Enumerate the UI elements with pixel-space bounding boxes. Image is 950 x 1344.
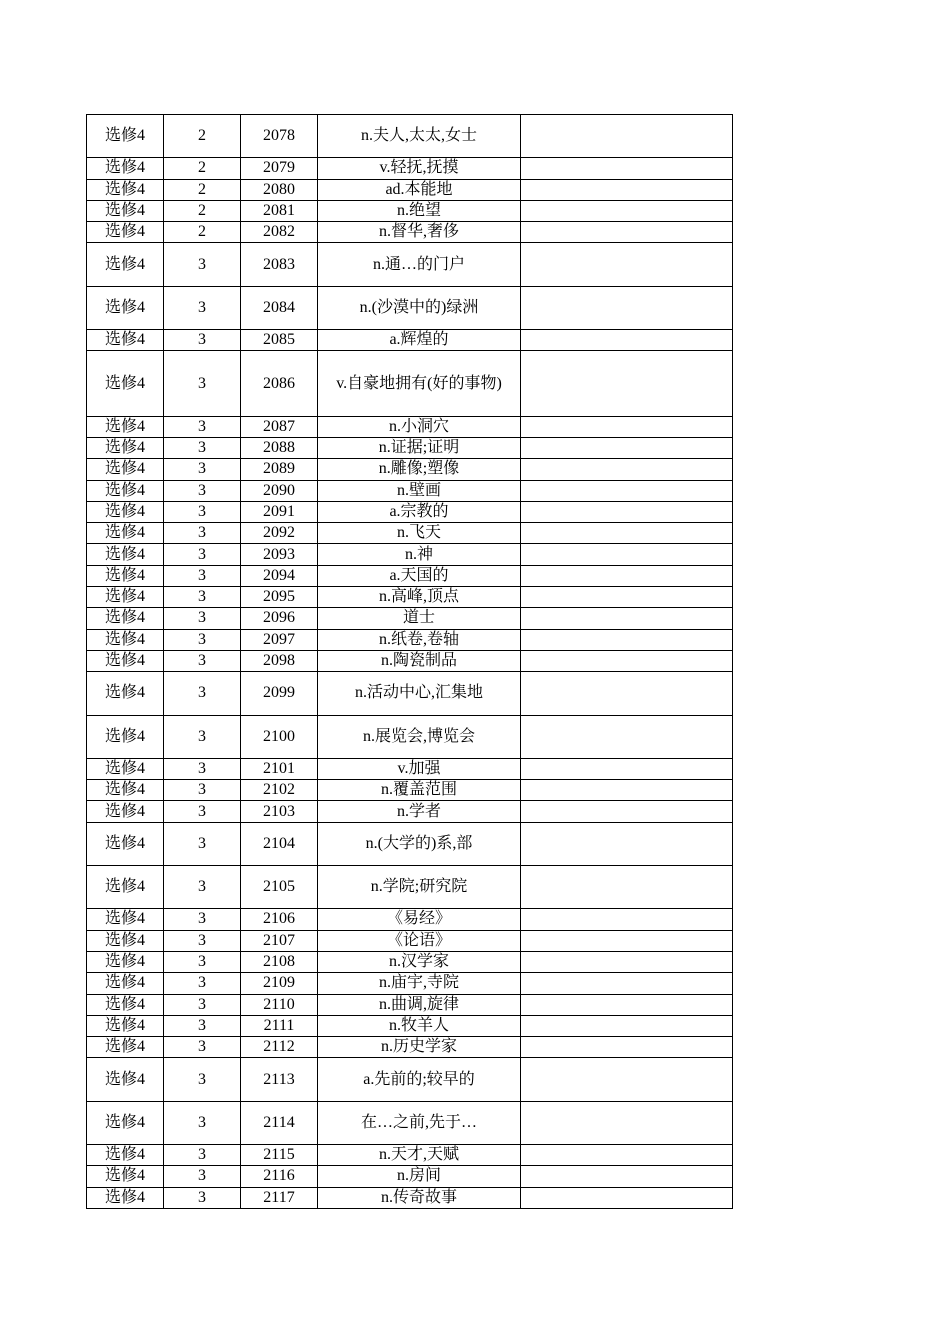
unit-cell: 3 [164, 629, 241, 650]
unit-cell: 3 [164, 1187, 241, 1208]
unit-cell: 3 [164, 1015, 241, 1036]
meaning-cell: n.庙宇,寺院 [318, 973, 521, 994]
module-cell: 选修4 [87, 1101, 164, 1144]
meaning-cell: n.覆盖范围 [318, 780, 521, 801]
meaning-cell: n.历史学家 [318, 1037, 521, 1058]
table-row [87, 243, 733, 286]
unit-cell: 3 [164, 1037, 241, 1058]
meaning-cell: a.辉煌的 [318, 330, 521, 351]
module-cell: 选修4 [87, 351, 164, 416]
table-row [87, 1101, 733, 1144]
blank-cell [521, 351, 733, 416]
word-number-cell: 2114 [241, 1101, 318, 1144]
unit-cell: 3 [164, 544, 241, 565]
meaning-cell: n.房间 [318, 1166, 521, 1187]
blank-cell [521, 115, 733, 158]
table-row [87, 1037, 733, 1058]
blank-cell [521, 565, 733, 586]
word-number-cell: 2086 [241, 351, 318, 416]
blank-cell [521, 780, 733, 801]
unit-cell: 2 [164, 222, 241, 243]
table-row [87, 951, 733, 972]
meaning-cell: n.(大学的)系,部 [318, 822, 521, 865]
unit-cell: 3 [164, 951, 241, 972]
table-row [87, 523, 733, 544]
unit-cell: 3 [164, 822, 241, 865]
blank-cell [521, 629, 733, 650]
word-number-cell: 2100 [241, 715, 318, 758]
vocabulary-table [86, 114, 733, 1209]
blank-cell [521, 1058, 733, 1101]
meaning-cell: v.加强 [318, 758, 521, 779]
meaning-cell: n.通…的门户 [318, 243, 521, 286]
blank-cell [521, 544, 733, 565]
word-number-cell: 2115 [241, 1144, 318, 1165]
word-number-cell: 2078 [241, 115, 318, 158]
meaning-cell: n.展览会,博览会 [318, 715, 521, 758]
unit-cell: 2 [164, 115, 241, 158]
unit-cell: 3 [164, 909, 241, 930]
word-number-cell: 2110 [241, 994, 318, 1015]
table-row [87, 330, 733, 351]
meaning-cell: n.曲调,旋律 [318, 994, 521, 1015]
module-cell: 选修4 [87, 672, 164, 715]
word-number-cell: 2095 [241, 587, 318, 608]
blank-cell [521, 158, 733, 179]
blank-cell [521, 416, 733, 437]
blank-cell [521, 951, 733, 972]
blank-cell [521, 672, 733, 715]
table-row [87, 994, 733, 1015]
table-row [87, 629, 733, 650]
table-row [87, 200, 733, 221]
unit-cell: 3 [164, 587, 241, 608]
unit-cell: 3 [164, 758, 241, 779]
word-number-cell: 2090 [241, 480, 318, 501]
unit-cell: 2 [164, 200, 241, 221]
table-row [87, 715, 733, 758]
meaning-cell: n.证据;证明 [318, 437, 521, 458]
module-cell: 选修4 [87, 158, 164, 179]
word-number-cell: 2099 [241, 672, 318, 715]
blank-cell [521, 480, 733, 501]
blank-cell [521, 1101, 733, 1144]
word-number-cell: 2085 [241, 330, 318, 351]
blank-cell [521, 1166, 733, 1187]
blank-cell [521, 243, 733, 286]
word-number-cell: 2109 [241, 973, 318, 994]
module-cell: 选修4 [87, 587, 164, 608]
meaning-cell: 道士 [318, 608, 521, 629]
module-cell: 选修4 [87, 1058, 164, 1101]
module-cell: 选修4 [87, 1144, 164, 1165]
unit-cell: 2 [164, 158, 241, 179]
blank-cell [521, 866, 733, 909]
module-cell: 选修4 [87, 501, 164, 522]
word-number-cell: 2113 [241, 1058, 318, 1101]
meaning-cell: n.小洞穴 [318, 416, 521, 437]
unit-cell: 3 [164, 715, 241, 758]
blank-cell [521, 822, 733, 865]
word-number-cell: 2087 [241, 416, 318, 437]
word-number-cell: 2106 [241, 909, 318, 930]
table-row [87, 1058, 733, 1101]
meaning-cell: n.(沙漠中的)绿洲 [318, 286, 521, 329]
meaning-cell: n.绝望 [318, 200, 521, 221]
word-number-cell: 2107 [241, 930, 318, 951]
blank-cell [521, 801, 733, 822]
module-cell: 选修4 [87, 715, 164, 758]
word-number-cell: 2101 [241, 758, 318, 779]
unit-cell: 3 [164, 866, 241, 909]
word-number-cell: 2111 [241, 1015, 318, 1036]
module-cell: 选修4 [87, 459, 164, 480]
word-number-cell: 2112 [241, 1037, 318, 1058]
meaning-cell: v.自豪地拥有(好的事物) [318, 351, 521, 416]
module-cell: 选修4 [87, 200, 164, 221]
table-row [87, 1015, 733, 1036]
blank-cell [521, 523, 733, 544]
unit-cell: 3 [164, 1166, 241, 1187]
meaning-cell: 《易经》 [318, 909, 521, 930]
vocabulary-table-body [87, 115, 733, 1209]
blank-cell [521, 758, 733, 779]
table-row [87, 973, 733, 994]
table-row [87, 179, 733, 200]
meaning-cell: n.高峰,顶点 [318, 587, 521, 608]
table-row [87, 416, 733, 437]
meaning-cell: n.纸卷,卷轴 [318, 629, 521, 650]
blank-cell [521, 715, 733, 758]
unit-cell: 3 [164, 480, 241, 501]
blank-cell [521, 1187, 733, 1208]
meaning-cell: n.传奇故事 [318, 1187, 521, 1208]
meaning-cell: n.陶瓷制品 [318, 650, 521, 671]
meaning-cell: ad.本能地 [318, 179, 521, 200]
table-row [87, 565, 733, 586]
unit-cell: 3 [164, 1058, 241, 1101]
module-cell: 选修4 [87, 973, 164, 994]
unit-cell: 3 [164, 351, 241, 416]
word-number-cell: 2083 [241, 243, 318, 286]
module-cell: 选修4 [87, 330, 164, 351]
table-row [87, 158, 733, 179]
meaning-cell: n.飞天 [318, 523, 521, 544]
word-number-cell: 2116 [241, 1166, 318, 1187]
meaning-cell: 《论语》 [318, 930, 521, 951]
table-row [87, 459, 733, 480]
unit-cell: 3 [164, 1144, 241, 1165]
blank-cell [521, 587, 733, 608]
word-number-cell: 2092 [241, 523, 318, 544]
module-cell: 选修4 [87, 780, 164, 801]
word-number-cell: 2089 [241, 459, 318, 480]
table-row [87, 672, 733, 715]
table-row [87, 1144, 733, 1165]
unit-cell: 3 [164, 330, 241, 351]
word-number-cell: 2082 [241, 222, 318, 243]
word-number-cell: 2093 [241, 544, 318, 565]
unit-cell: 3 [164, 608, 241, 629]
unit-cell: 3 [164, 994, 241, 1015]
blank-cell [521, 501, 733, 522]
word-number-cell: 2079 [241, 158, 318, 179]
word-number-cell: 2080 [241, 179, 318, 200]
blank-cell [521, 1015, 733, 1036]
table-row [87, 780, 733, 801]
word-number-cell: 2104 [241, 822, 318, 865]
module-cell: 选修4 [87, 565, 164, 586]
module-cell: 选修4 [87, 243, 164, 286]
table-row [87, 222, 733, 243]
module-cell: 选修4 [87, 1037, 164, 1058]
unit-cell: 3 [164, 437, 241, 458]
module-cell: 选修4 [87, 930, 164, 951]
table-row [87, 115, 733, 158]
module-cell: 选修4 [87, 866, 164, 909]
meaning-cell: n.学者 [318, 801, 521, 822]
table-row [87, 1187, 733, 1208]
blank-cell [521, 930, 733, 951]
module-cell: 选修4 [87, 909, 164, 930]
word-number-cell: 2098 [241, 650, 318, 671]
meaning-cell: n.天才,天赋 [318, 1144, 521, 1165]
meaning-cell: a.先前的;较早的 [318, 1058, 521, 1101]
module-cell: 选修4 [87, 222, 164, 243]
unit-cell: 3 [164, 416, 241, 437]
table-row [87, 822, 733, 865]
word-number-cell: 2103 [241, 801, 318, 822]
module-cell: 选修4 [87, 650, 164, 671]
meaning-cell: n.学院;研究院 [318, 866, 521, 909]
blank-cell [521, 909, 733, 930]
word-number-cell: 2102 [241, 780, 318, 801]
table-row [87, 286, 733, 329]
blank-cell [521, 1037, 733, 1058]
meaning-cell: n.督华,奢侈 [318, 222, 521, 243]
word-number-cell: 2091 [241, 501, 318, 522]
table-row [87, 909, 733, 930]
module-cell: 选修4 [87, 115, 164, 158]
blank-cell [521, 608, 733, 629]
word-number-cell: 2108 [241, 951, 318, 972]
meaning-cell: a.宗教的 [318, 501, 521, 522]
module-cell: 选修4 [87, 629, 164, 650]
unit-cell: 3 [164, 780, 241, 801]
module-cell: 选修4 [87, 437, 164, 458]
module-cell: 选修4 [87, 286, 164, 329]
word-number-cell: 2096 [241, 608, 318, 629]
blank-cell [521, 286, 733, 329]
module-cell: 选修4 [87, 758, 164, 779]
word-number-cell: 2117 [241, 1187, 318, 1208]
meaning-cell: 在…之前,先于… [318, 1101, 521, 1144]
table-row [87, 1166, 733, 1187]
meaning-cell: a.天国的 [318, 565, 521, 586]
unit-cell: 3 [164, 672, 241, 715]
meaning-cell: n.壁画 [318, 480, 521, 501]
unit-cell: 3 [164, 801, 241, 822]
unit-cell: 3 [164, 930, 241, 951]
table-row [87, 758, 733, 779]
blank-cell [521, 973, 733, 994]
module-cell: 选修4 [87, 544, 164, 565]
unit-cell: 2 [164, 179, 241, 200]
blank-cell [521, 222, 733, 243]
blank-cell [521, 459, 733, 480]
blank-cell [521, 437, 733, 458]
module-cell: 选修4 [87, 179, 164, 200]
unit-cell: 3 [164, 459, 241, 480]
unit-cell: 3 [164, 501, 241, 522]
blank-cell [521, 1144, 733, 1165]
module-cell: 选修4 [87, 523, 164, 544]
table-row [87, 437, 733, 458]
blank-cell [521, 994, 733, 1015]
table-row [87, 544, 733, 565]
table-row [87, 866, 733, 909]
module-cell: 选修4 [87, 1015, 164, 1036]
table-row [87, 351, 733, 416]
unit-cell: 3 [164, 565, 241, 586]
meaning-cell: n.神 [318, 544, 521, 565]
word-number-cell: 2105 [241, 866, 318, 909]
meaning-cell: n.活动中心,汇集地 [318, 672, 521, 715]
meaning-cell: n.汉学家 [318, 951, 521, 972]
unit-cell: 3 [164, 973, 241, 994]
module-cell: 选修4 [87, 416, 164, 437]
unit-cell: 3 [164, 523, 241, 544]
unit-cell: 3 [164, 286, 241, 329]
table-row [87, 480, 733, 501]
module-cell: 选修4 [87, 608, 164, 629]
table-row [87, 650, 733, 671]
unit-cell: 3 [164, 1101, 241, 1144]
table-row [87, 587, 733, 608]
meaning-cell: n.牧羊人 [318, 1015, 521, 1036]
word-number-cell: 2088 [241, 437, 318, 458]
table-row [87, 801, 733, 822]
table-row [87, 608, 733, 629]
blank-cell [521, 179, 733, 200]
meaning-cell: v.轻抚,抚摸 [318, 158, 521, 179]
meaning-cell: n.雕像;塑像 [318, 459, 521, 480]
module-cell: 选修4 [87, 994, 164, 1015]
word-number-cell: 2084 [241, 286, 318, 329]
module-cell: 选修4 [87, 822, 164, 865]
blank-cell [521, 650, 733, 671]
module-cell: 选修4 [87, 1187, 164, 1208]
blank-cell [521, 200, 733, 221]
unit-cell: 3 [164, 243, 241, 286]
table-row [87, 501, 733, 522]
unit-cell: 3 [164, 650, 241, 671]
word-number-cell: 2097 [241, 629, 318, 650]
module-cell: 选修4 [87, 1166, 164, 1187]
module-cell: 选修4 [87, 951, 164, 972]
module-cell: 选修4 [87, 801, 164, 822]
word-number-cell: 2094 [241, 565, 318, 586]
blank-cell [521, 330, 733, 351]
table-row [87, 930, 733, 951]
meaning-cell: n.夫人,太太,女士 [318, 115, 521, 158]
word-number-cell: 2081 [241, 200, 318, 221]
module-cell: 选修4 [87, 480, 164, 501]
